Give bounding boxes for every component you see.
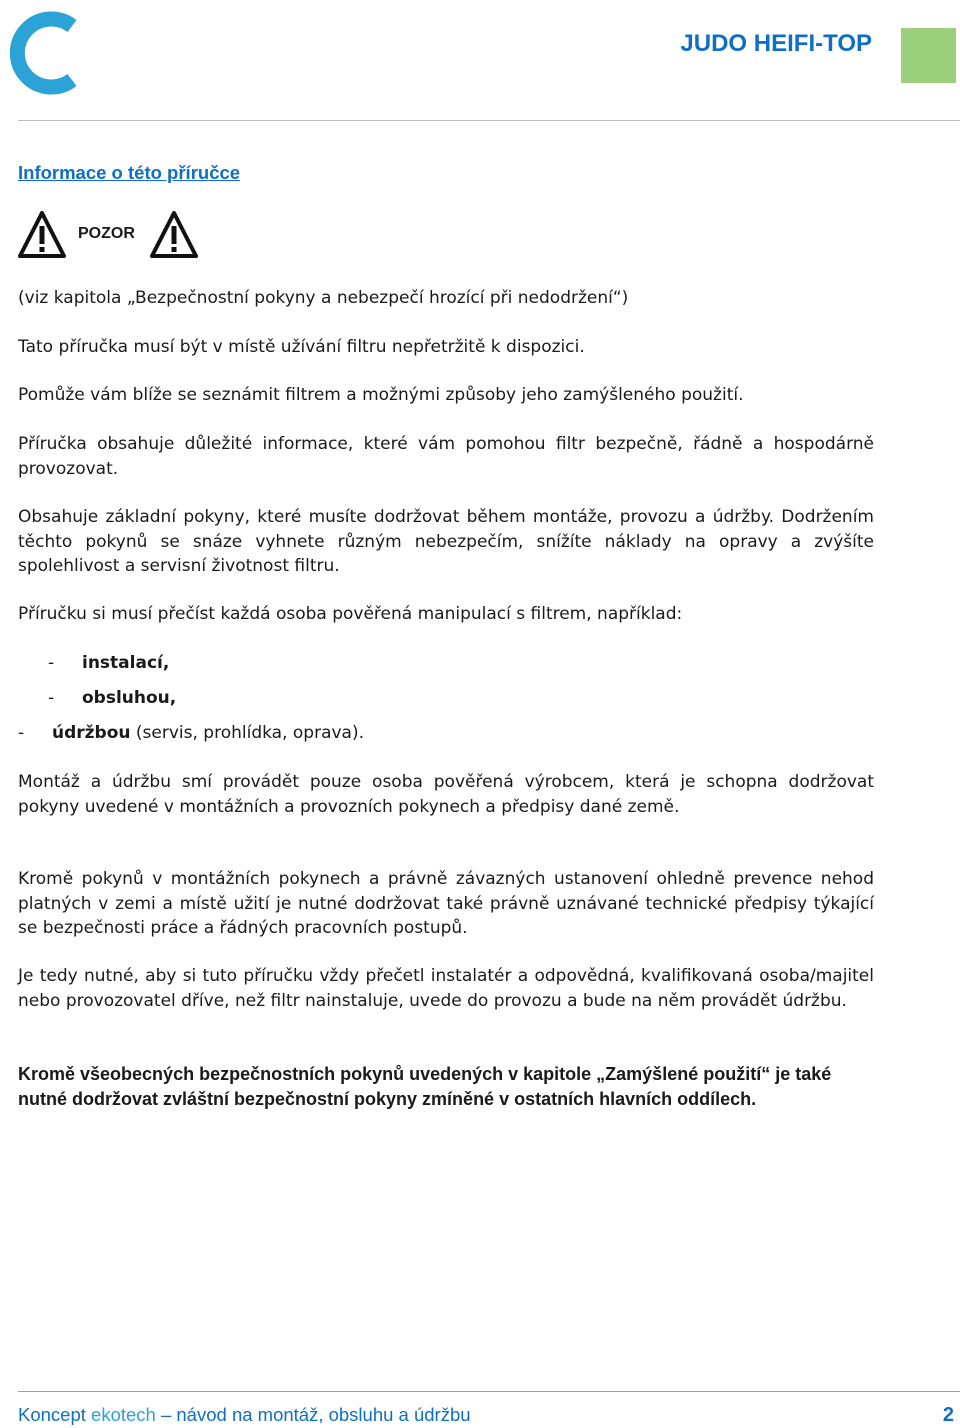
- company-logo: [4, 4, 96, 102]
- header-accent-box: [901, 28, 956, 83]
- paragraph-availability: Tato příručka musí být v místě užívání filtru nepřetržitě k dispozici.: [18, 337, 585, 357]
- section-heading: Informace o této příručce: [18, 162, 241, 183]
- paragraph-purpose: Pomůže vám blíže se seznámit filtrem a možnými způsoby jeho zamýšleného použití.: [18, 385, 744, 405]
- document-title: JUDO HEIFI-TOP: [680, 30, 872, 57]
- warning-label: POZOR: [78, 225, 135, 242]
- page-number: 2: [942, 1404, 954, 1426]
- paragraph-regulations: Kromě pokynů v montážních pokynech a právně závazných ustanovení ohledně prevence nehod platných v zemi a místě užití je nutné dodržovat také právně uznávané technické předpisy týkající se bezpečnosti práce a řádných pracovních postupů.: [18, 869, 874, 938]
- footer-divider: [18, 1391, 960, 1392]
- warning-triangle-icon: [150, 210, 198, 260]
- warning-triangle-icon: [18, 210, 66, 260]
- paragraph-responsibility: Je tedy nutné, aby si tuto příručku vždy přečetl instalatér a odpovědná, kvalifikovaná osoba/majitel nebo provozovatel dříve, než filtr nainstaluje, uvede do provozu a bude na něm provádět údržbu.: [18, 966, 874, 1011]
- paragraph-installation: Montáž a údržbu smí provádět pouze osoba pověřená výrobcem, která je schopna dodržovat pokyny uvedené v montážních a provozních pokynech a předpisy dané země.: [18, 772, 874, 817]
- footer-brand: ekotech: [91, 1404, 156, 1425]
- footer-text: Koncept ekotech – návod na montáž, obsluhu a údržbu: [18, 1404, 471, 1425]
- paragraph-readers: Příručku si musí přečíst každá osoba pověřená manipulací s filtrem, například:: [18, 604, 683, 624]
- paragraph-reference: (viz kapitola „Bezpečnostní pokyny a nebezpečí hrozící při nedodržení“): [18, 288, 629, 308]
- paragraph-safety-note: Kromě všeobecných bezpečnostních pokynů uvedených v kapitole „Zamýšlené použití“ je také nutné dodržovat zvláštní bezpečnostní pokyny zmíněné v ostatních hlavních oddílech.: [18, 1064, 832, 1109]
- header-divider: [18, 120, 960, 121]
- list-item: - instalací,: [48, 653, 170, 673]
- list-item: - obsluhou,: [48, 688, 177, 708]
- list-item: - údržbou (servis, prohlídka, oprava).: [18, 723, 365, 743]
- paragraph-contents: Příručka obsahuje důležité informace, které vám pomohou filtr bezpečně, řádně a hospodárně provozovat.: [18, 434, 874, 479]
- paragraph-instructions: Obsahuje základní pokyny, které musíte dodržovat během montáže, provozu a údržby. Dodržením těchto pokynů se snáze vyhnete různým nebezpečím, snížíte náklady na opravy a zvýšíte spolehlivost a servisní životnost filtru.: [18, 507, 874, 576]
